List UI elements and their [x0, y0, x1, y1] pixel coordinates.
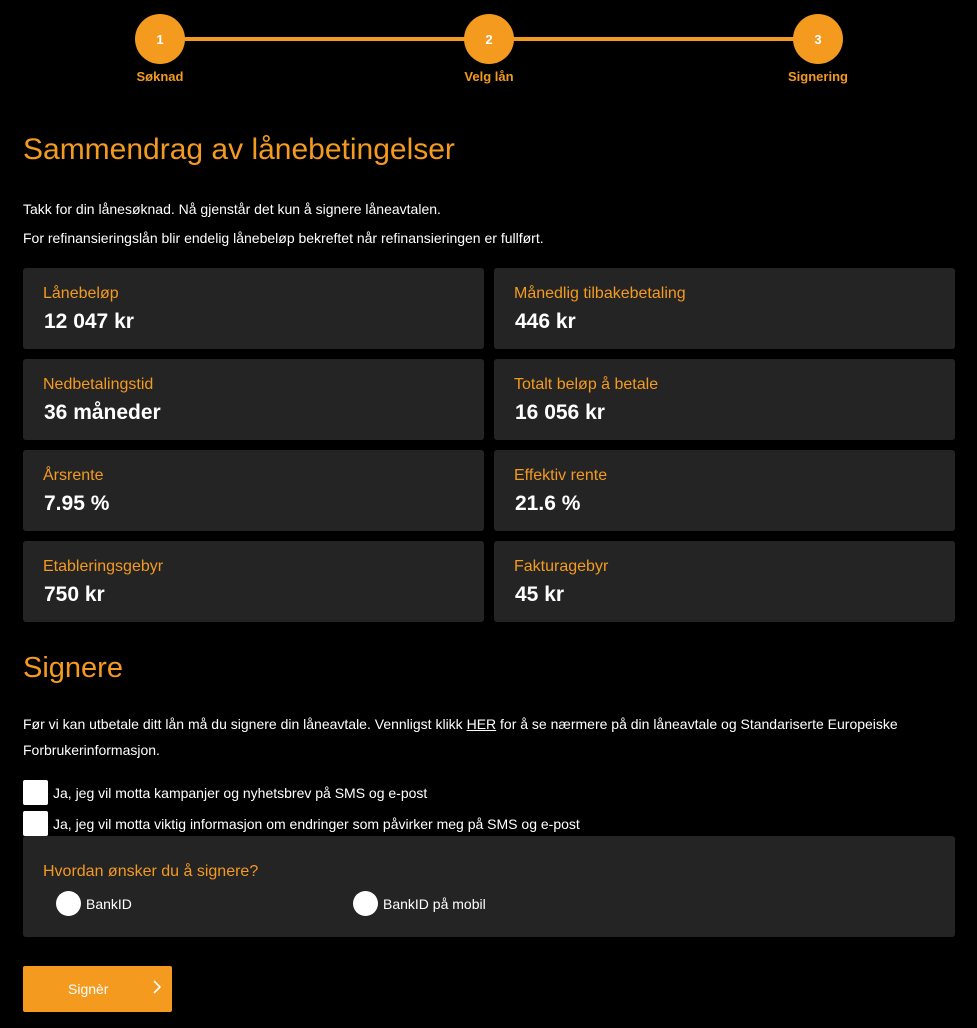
progress-stepper — [0, 0, 977, 100]
radio-bankid-mobile-label: BankID på mobil — [383, 895, 486, 912]
summary-intro — [23, 195, 544, 253]
sign-method-question: Hvordan ønsker du å signere? — [43, 863, 259, 880]
loan-terms-grid — [23, 268, 955, 622]
card-annual-rate — [23, 450, 484, 531]
step-3-label: Signering — [788, 69, 848, 84]
step-1-circle: 1 — [135, 14, 185, 64]
card-effective-rate — [494, 450, 955, 531]
card-label: Nedbetalingstid — [43, 376, 154, 393]
radio-bankid-mobile-button[interactable] — [353, 891, 378, 916]
consent-marketing-row[interactable] — [23, 780, 427, 805]
radio-bankid-mobile[interactable] — [353, 891, 486, 916]
consent-marketing-checkbox[interactable] — [23, 780, 48, 805]
card-label: Etableringsgebyr — [43, 558, 164, 575]
consent-info-checkbox[interactable] — [23, 811, 48, 836]
card-value: 45 kr — [515, 583, 565, 606]
step-2-label: Velg lån — [464, 69, 514, 84]
card-label: Fakturagebyr — [514, 558, 609, 575]
step-1-label: Søknad — [136, 69, 184, 84]
card-value: 12 047 kr — [44, 310, 134, 333]
sign-text-before: Før vi kan utbetale ditt lån må du signere din låneavtale. Vennligst klikk — [23, 716, 467, 732]
card-label: Månedlig tilbakebetaling — [514, 285, 686, 302]
step-2 — [449, 14, 529, 84]
step-3-circle: 3 — [793, 14, 843, 64]
summary-title: Sammendrag av lånebetingelser — [23, 133, 455, 166]
card-value: 7.95 % — [44, 492, 110, 515]
step-2-circle: 2 — [464, 14, 514, 64]
agreement-link[interactable]: HER — [466, 716, 497, 732]
consent-info-label: Ja, jeg vil motta viktig informasjon om endringer som påvirker meg på SMS og e-post — [53, 815, 580, 832]
sign-title: Signere — [23, 652, 123, 684]
card-repayment-period — [23, 359, 484, 440]
card-value: 36 måneder — [44, 401, 161, 424]
step-3 — [778, 14, 858, 84]
step-1 — [120, 14, 200, 84]
sign-instructions — [23, 711, 953, 763]
radio-bankid[interactable] — [56, 891, 132, 916]
chevron-right-icon — [149, 979, 165, 995]
card-value: 750 kr — [44, 583, 105, 606]
radio-bankid-button[interactable] — [56, 891, 81, 916]
card-setup-fee — [23, 541, 484, 622]
intro-line-2: For refinansieringslån blir endelig lånebeløp bekreftet når refinansieringen er fullført. — [23, 230, 544, 246]
card-total-amount — [494, 359, 955, 440]
card-label: Årsrente — [43, 467, 104, 484]
card-label: Effektiv rente — [514, 467, 608, 484]
sign-button-label: Signèr — [68, 981, 109, 997]
consent-marketing-label: Ja, jeg vil motta kampanjer og nyhetsbrev på SMS og e-post — [53, 784, 428, 801]
card-label: Lånebeløp — [43, 285, 119, 302]
card-loan-amount — [23, 268, 484, 349]
card-label: Totalt beløp å betale — [514, 376, 659, 393]
sign-button[interactable] — [23, 966, 172, 1012]
card-value: 446 kr — [515, 310, 576, 333]
sign-method-panel — [23, 836, 955, 937]
card-value: 21.6 % — [515, 492, 581, 515]
card-monthly-payment — [494, 268, 955, 349]
sign-text-after: for å se nærmere på din låneavtale og Standariserte Europeiske Forbrukerinformasjon. — [23, 716, 898, 758]
card-invoice-fee — [494, 541, 955, 622]
card-value: 16 056 kr — [515, 401, 605, 424]
intro-line-1: Takk for din lånesøknad. Nå gjenstår det kun å signere låneavtalen. — [23, 201, 441, 217]
consent-info-row[interactable] — [23, 811, 580, 836]
radio-bankid-label: BankID — [86, 895, 132, 912]
